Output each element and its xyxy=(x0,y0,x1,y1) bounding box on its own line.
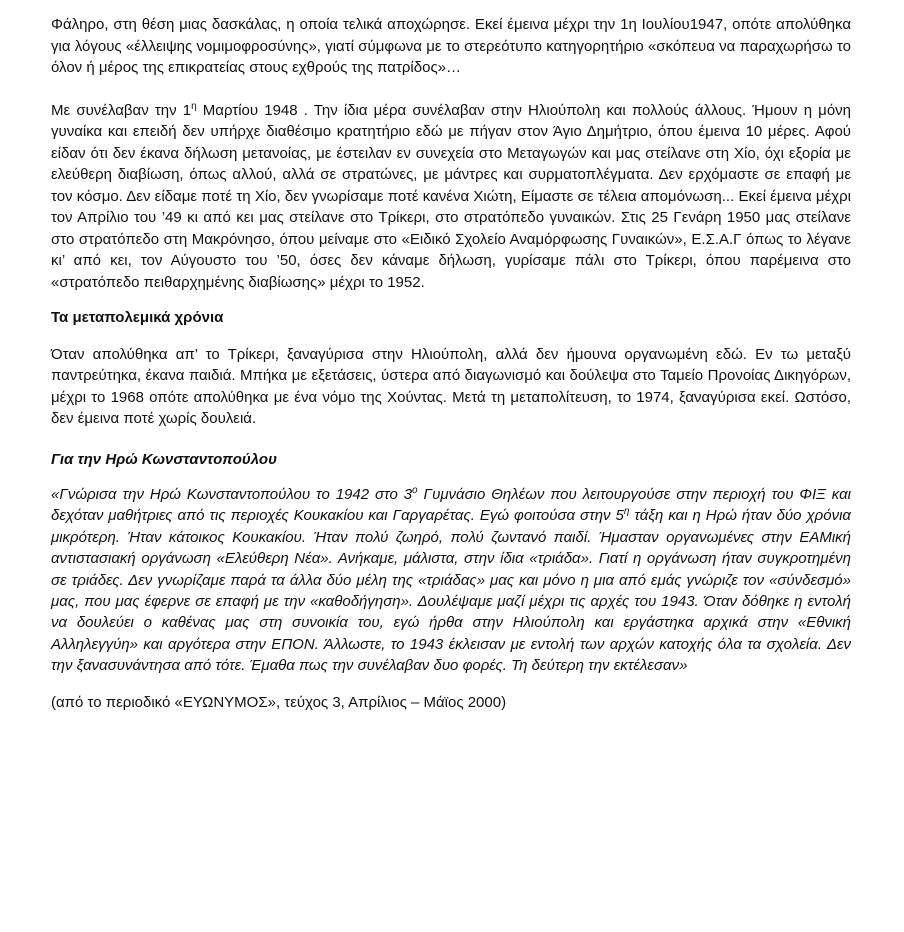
ordinal-superscript: ο xyxy=(412,485,418,496)
quote-text-part2: Γυμνάσιο Θηλέων που λειτουργούσε στην περιοχή του ΦΙΞ και δεχόταν μαθήτριες από τις περιοχές Κουκακίου και Γαργαρέτας. Εγώ φοιτούσα στην 5 xyxy=(51,486,851,525)
ordinal-superscript: η xyxy=(623,506,630,518)
document-page xyxy=(51,14,851,713)
arrest-text-rest: Μαρτίου 1948 . Την ίδια μέρα συνέλαβαν στην Ηλιούπολη και πολλούς άλλους. Ήμουν η μόνη γυναίκα και επειδή δεν υπήρχε διαθέσιμο κρατητήριο εδώ με πήγαν στον Άγιο Δημήτριο, όπου έμεινα 10 μέρες. Αφού είδαν ότι δεν έκανα δήλωση μετανοίας, με έστειλαν εν συνεχεία στο Μεταγωγών και μας στείλανε στη Χίο, όχι εξορία με ελεύθερη διαβίωση, όπως αλλού, αλλά σε στρατώνες, με μάντρες και συρματοπλέγματα. Δεν ερχόμαστε σε επαφή με τον κόσμο. Δεν είδαμε ποτέ τη Χίο, δεν γνωρίσαμε ποτέ κανένα Χιώτη, Είμαστε σε τέλεια απομόνωση... Εκεί έμεινα μέχρι τον Απρίλιο του ’49 κι από κει μας στείλανε στο Τρίκερι, στο στρατόπεδο γυναικών. Στις 25 Γενάρη 1950 μας στείλανε στο στρατόπεδο στη Μακρόνησο, όπου μείναμε στο «Ειδικό Σχολείο Αναμόρφωσης Γυναικών», Ε.Σ.Α.Γ όπως το λέγανε κι’ από κει, τον Αύγουστο του ’50, όσες δεν κάναμε δήλωση, γυρίσαμε πάλι στο Τρίκερι, όπου παρέμεινα στο «στρατόπεδο πειθαρχημένης διαβίωσης» μέχρι το 1952. xyxy=(51,101,852,291)
paragraph-dismissal: Φάληρο, στη θέση μιας δασκάλας, η οποία τελικά αποχώρησε. Εκεί έμεινα μέχρι την 1η Ιουλίου1947, οπότε απολύθηκα για λόγους «έλλειψης νομιμοφροσύνης», γιατί σύμφωνα με το στερεότυπο κατηγορητήριο «σκόπευα να παραχωρήσω το όλον ή μέρος της επικρατείας στους εχθρούς της πατρίδος»… xyxy=(51,16,851,76)
ordinal-superscript: η xyxy=(191,100,197,112)
section-heading-hero: Για την Ηρώ Κωνσταντοπούλου xyxy=(51,450,277,468)
quote-text-part1: «Γνώρισα την Ηρώ Κωνσταντοπούλου το 1942 στο 3 xyxy=(51,486,413,503)
paragraph-arrest xyxy=(51,100,851,294)
paragraph-postwar: Όταν απολύθηκα απ’ το Τρίκερι, ξαναγύρισα στην Ηλιούπολη, αλλά δεν ήμουνα οργανωμένη εδώ. Εν τω μεταξύ παντρεύτηκα, έκανα παιδιά. Μπήκα με εξετάσεις, ύστερα από διαγωνισμό και δούλεψα στο Ταμείο Προνοίας Δικηγόρων, μέχρι το 1968 οπότε απολύθηκα με ένα νόμο της Χούντας. Μετά τη μεταπολίτευση, το 1974, ξαναγύρισα εκεί. Ωστόσο, δεν έμεινα ποτέ χωρίς δουλειά. xyxy=(51,345,851,427)
section-heading-postwar: Τα μεταπολεμικά χρόνια xyxy=(51,309,224,326)
source-note: (από το περιοδικό «ΕΥΩΝΥΜΟΣ», τεύχος 3, Απρίλιος – Μάϊος 2000) xyxy=(51,693,507,711)
quote-text-part3: τάξη και η Ηρώ ήταν δύο χρόνια μικρότερη. Ήταν κάτοικος Κουκακίου. Ήταν πολύ ζωηρό, πολύ ζωντανό παιδί. Ήμασταν οργανωμένες στην ΕΑΜική αντιστασιακή οργάνωση «Ελεύθερη Νέα». Ανήκαμε, μάλιστα, στην ίδια «τριάδα». Γιατί η οργάνωση ήταν συγκροτημένη σε τριάδες. Δεν γνωρίζαμε παρά τα άλλα δύο μέλη της «τριάδας» μας και μόνο η μια από εμάς γνώριζε τον «σύνδεσμό» μας, που μας έφερνε σε επαφή με την «καθοδήγηση». Δουλέψαμε μαζί μέχρι τις αρχές του 1943. Όταν δόθηκε η εντολή να δουλεύει ο καθένας μας στη συνοικία του, εγώ ήρθα στην Ηλιούπολη και εργάστηκα αρχικά στην «Εθνική Αλληλεγγύη» και αργότερα στην ΕΠΟΝ. Άλλωστε, το 1943 έκλεισαν με εντολή των αρχών κατοχής όλα τα σχολεία. Δεν την ξανασυνάντησα από τότε. Έμαθα πως την συνέλαβαν δυο φορές. Τη δεύτερη την εκτέλεσαν» xyxy=(51,507,851,675)
quote-paragraph xyxy=(51,484,851,677)
arrest-text-start: Με συνέλαβαν την 1 xyxy=(51,101,192,119)
